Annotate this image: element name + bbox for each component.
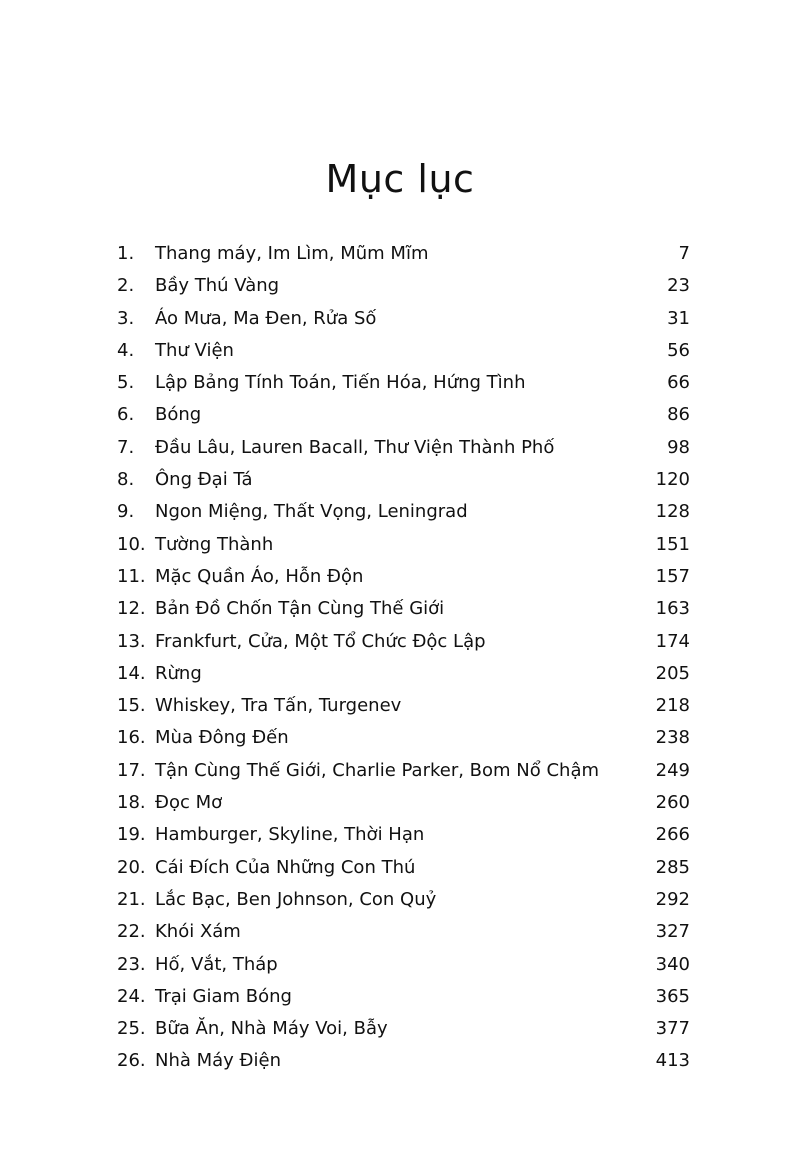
chapter-number: 4. <box>117 339 135 361</box>
page-number: 23 <box>667 275 690 297</box>
toc-entry <box>117 1045 690 1077</box>
chapter-title: Bầy Thú Vàng <box>155 275 280 297</box>
page-number: 249 <box>655 759 690 781</box>
toc-entry <box>117 238 690 270</box>
toc-entry <box>117 819 690 851</box>
chapter-number: 25. <box>117 1018 146 1040</box>
toc-entry <box>117 787 690 819</box>
chapter-title: Hố, Vắt, Tháp <box>155 953 278 975</box>
chapter-number: 14. <box>117 662 146 684</box>
page-number: 163 <box>655 598 690 620</box>
page-number: 7 <box>678 243 690 264</box>
toc-entry <box>117 916 690 948</box>
chapter-title: Tận Cùng Thế Giới, Charlie Parker, Bom Nổ Chậm <box>155 759 600 781</box>
page-number: 56 <box>667 339 690 361</box>
chapter-title: Hamburger, Skyline, Thời Hạn <box>155 824 425 846</box>
chapter-title: Bản Đồ Chốn Tận Cùng Thế Giới <box>155 598 445 620</box>
chapter-number: 26. <box>117 1050 146 1072</box>
chapter-number: 5. <box>117 372 135 394</box>
toc-entry <box>117 529 690 561</box>
chapter-number: 18. <box>117 792 146 814</box>
chapter-number: 21. <box>117 888 146 910</box>
toc-entry <box>117 884 690 916</box>
toc-entry <box>117 303 690 335</box>
chapter-title: Lập Bảng Tính Toán, Tiến Hóa, Hứng Tình <box>155 372 526 394</box>
page-number: 151 <box>655 533 690 555</box>
page-number: 377 <box>655 1018 690 1040</box>
chapter-title: Nhà Máy Điện <box>155 1050 281 1072</box>
chapter-title: Tường Thành <box>155 533 274 555</box>
toc-entry <box>117 399 690 431</box>
chapter-number: 19. <box>117 824 146 846</box>
chapter-title: Mùa Đông Đến <box>155 727 289 749</box>
toc-entry <box>117 658 690 690</box>
page-number: 31 <box>667 307 690 329</box>
toc-entry <box>117 335 690 367</box>
page-number: 327 <box>655 921 690 943</box>
chapter-title: Áo Mưa, Ma Đen, Rửa Số <box>155 307 377 329</box>
page-number: 260 <box>655 792 690 814</box>
page-number: 86 <box>667 404 690 426</box>
chapter-title: Bữa Ăn, Nhà Máy Voi, Bẫy <box>155 1018 388 1040</box>
chapter-title: Đầu Lâu, Lauren Bacall, Thư Viện Thành Phố <box>155 436 555 458</box>
chapter-number: 13. <box>117 630 146 652</box>
toc-entry <box>117 432 690 464</box>
toc-entry <box>117 464 690 496</box>
toc-entry <box>117 496 690 528</box>
chapter-number: 9. <box>117 501 135 523</box>
chapter-title: Thư Viện <box>155 339 234 361</box>
toc-entry <box>117 690 690 722</box>
page-number: 120 <box>655 469 690 491</box>
chapter-title: Mặc Quần Áo, Hỗn Độn <box>155 565 364 587</box>
toc-entry <box>117 852 690 884</box>
page-number: 205 <box>655 662 690 684</box>
chapter-title: Bóng <box>155 404 202 426</box>
toc-entry <box>117 949 690 981</box>
chapter-number: 23. <box>117 953 146 975</box>
page-number: 266 <box>655 824 690 846</box>
chapter-number: 24. <box>117 985 146 1007</box>
chapter-title: Whiskey, Tra Tấn, Turgenev <box>155 695 402 717</box>
chapter-number: 11. <box>117 565 146 587</box>
toc-entry <box>117 755 690 787</box>
chapter-number: 17. <box>117 759 146 781</box>
chapter-title: Ông Đại Tá <box>155 469 253 491</box>
page-number: 413 <box>655 1050 690 1072</box>
chapter-title: Ngon Miệng, Thất Vọng, Leningrad <box>155 501 468 523</box>
chapter-number: 2. <box>117 275 135 297</box>
chapter-title: Trại Giam Bóng <box>155 985 292 1007</box>
chapter-number: 15. <box>117 695 146 717</box>
page-number: 218 <box>655 695 690 717</box>
chapter-title: Lắc Bạc, Ben Johnson, Con Quỷ <box>155 888 437 910</box>
page-number: 157 <box>655 565 690 587</box>
chapter-number: 6. <box>117 404 135 426</box>
page-number: 98 <box>667 436 690 458</box>
chapter-title: Thang máy, Im Lìm, Mũm Mĩm <box>155 243 429 264</box>
page-number: 292 <box>655 888 690 910</box>
page-number: 340 <box>655 953 690 975</box>
chapter-number: 22. <box>117 921 146 943</box>
table-of-contents <box>117 238 690 1078</box>
page-number: 285 <box>655 856 690 878</box>
toc-entry <box>117 593 690 625</box>
page-number: 365 <box>655 985 690 1007</box>
chapter-number: 1. <box>117 243 135 264</box>
chapter-number: 12. <box>117 598 146 620</box>
chapter-title: Cái Đích Của Những Con Thú <box>155 856 416 878</box>
page-number: 66 <box>667 372 690 394</box>
page-number: 238 <box>655 727 690 749</box>
chapter-title: Frankfurt, Cửa, Một Tổ Chức Độc Lập <box>155 630 486 652</box>
toc-entry <box>117 626 690 658</box>
toc-entry <box>117 981 690 1013</box>
chapter-title: Rừng <box>155 662 202 684</box>
chapter-title: Khói Xám <box>155 921 241 943</box>
toc-entry <box>117 367 690 399</box>
toc-entry <box>117 561 690 593</box>
toc-entry <box>117 722 690 754</box>
toc-entry <box>117 270 690 302</box>
chapter-number: 7. <box>117 436 135 458</box>
chapter-number: 3. <box>117 307 135 329</box>
page-number: 174 <box>655 630 690 652</box>
page-title: Mục lục <box>325 157 475 202</box>
chapter-title: Đọc Mơ <box>155 792 223 814</box>
chapter-number: 8. <box>117 469 135 491</box>
chapter-number: 10. <box>117 533 146 555</box>
toc-entry <box>117 1013 690 1045</box>
chapter-number: 16. <box>117 727 146 749</box>
page-number: 128 <box>655 501 690 523</box>
chapter-number: 20. <box>117 856 146 878</box>
